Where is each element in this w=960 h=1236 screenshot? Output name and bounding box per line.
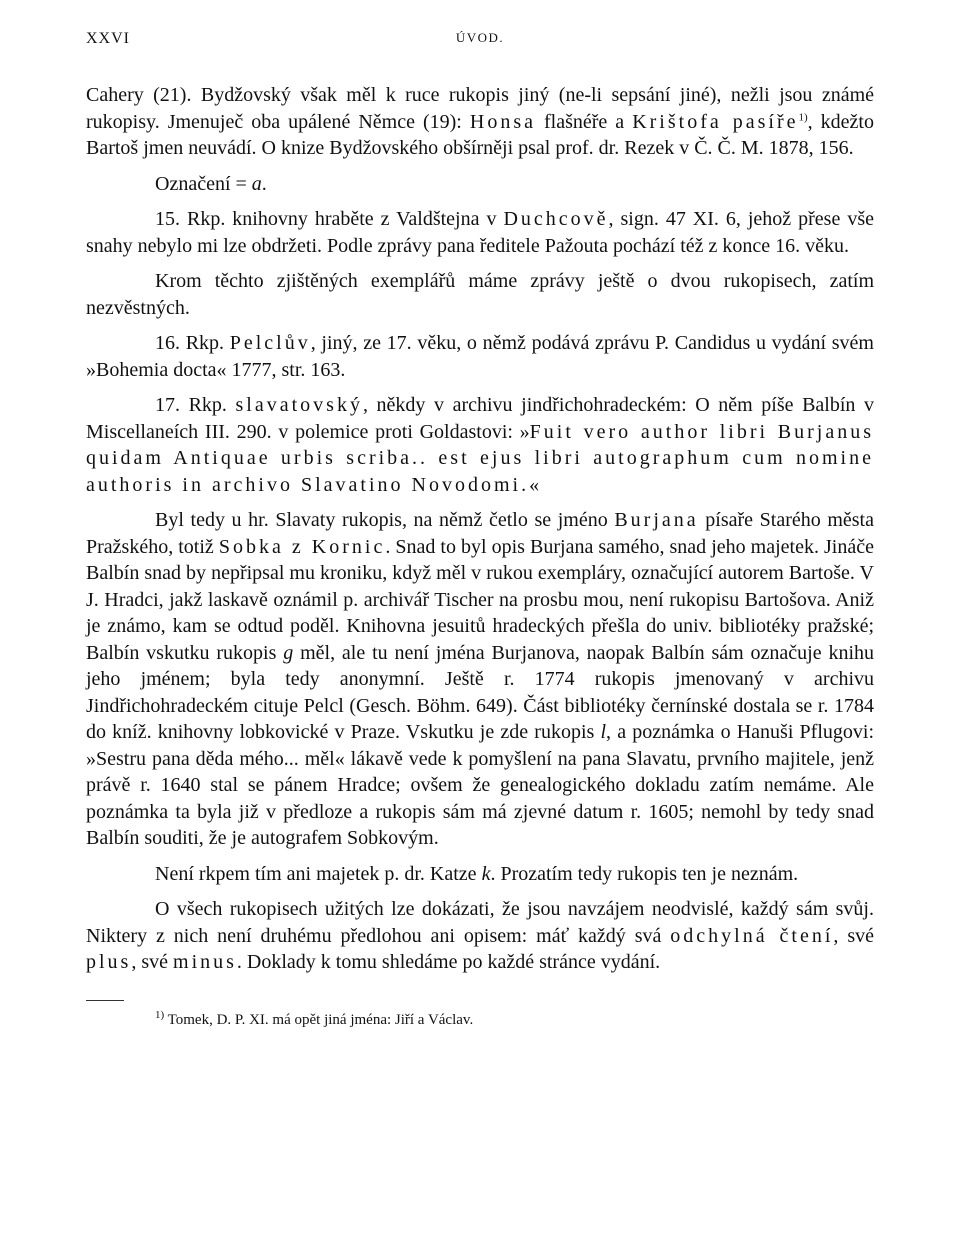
text-run: plus [86, 951, 132, 973]
text-run: 15. Rkp. knihovny hraběte z Valdštejna v [155, 208, 504, 230]
text-run: Byl tedy u hr. Slavaty rukopis, na němž četlo se jméno [155, 509, 615, 531]
text-run: Duchcově [503, 208, 609, 230]
text-run: , své [131, 951, 174, 973]
text-run: Není rkpem tím ani majetek p. dr. Katze [155, 862, 482, 885]
running-head [86, 30, 874, 60]
text-run: Krom těchto zjištěných exemplářů máme zprávy ještě o dvou rukopisech, zatím nezvěstných. [86, 270, 874, 319]
text-run: . Snad to byl opis Burjana samého, snad jeho majetek. Jináče Balbín snad by nepřipsal mu kroniku, když měl v rukou exempláry, označující autorem Bartoše. V J. Hradci, jakž laskavě oznámil p. archivář Tischer na prosbu mou, není rukopisu Bartošova. Aniž je známo, kam se odtud poděl. Knihovna jesuitů hradeckých přešla do univ. bibliotéky pražské; Balbín vskutku rukopis [86, 535, 874, 664]
text-run: , své [833, 924, 874, 947]
footnote-reference: 1) [798, 110, 808, 123]
text-run: « [529, 473, 540, 496]
paragraph [86, 507, 874, 852]
text-run: minus [173, 951, 237, 973]
text-run: odchylná čtení [670, 924, 834, 947]
text-run: O všech rukopisech užitých lze dokázati, že jsou navzájem neodvislé, každý sám svůj. Niktery z nich není druhému předlohou ani opisem: máť každý svá [86, 898, 874, 947]
text-run: Fuit vero author libri Burjanus quidam Antiquae urbis scriba.. est ejus libri autographum cum nomine authoris in archivo Slavatino Novodomi. [86, 420, 875, 496]
text-run: g [283, 641, 294, 664]
footnote-text: Tomek, D. P. XI. má opět jiná jména: Jiří a Václav. [164, 1011, 474, 1028]
text-run: slavatovský [235, 394, 363, 416]
text-run: , jiný, ze 17. věku, o němž podává zprávu P. Candidus u vydání svém »Bohemia docta« 1777, str. 163. [86, 332, 874, 381]
text-run: 16. Rkp. [155, 332, 230, 354]
text-run: a [251, 172, 262, 195]
text-run: Cahery (21). Bydžovský však měl k ruce rukopis jiný (ne-li sepsání jiné), nežli jsou známé rukopisy. Jmenuječ oba upálené Němce (19): [86, 84, 874, 133]
text-run: písaře Starého města Pražského, totiž [86, 509, 874, 558]
text-run: Sobka z Kornic [218, 535, 386, 558]
text-run: , a poznámka o Hanuši Pflugovi: »Sestru pana děda mého... měl« lákavě vede k pomyšlení na pana Slavatu, prvního majitele, jenž právě r. 1640 stal se pánem Hradce; ovšem že genealogického dokladu zatím nemáme. Ale poznámka ta byla již v předloze a rukopis sám má zjevné datum r. 1605; nemohl by tedy snad Balbín souditi, že je autografem Sobkovým. [86, 721, 874, 849]
page-number: XXVI [86, 30, 130, 47]
paragraph [86, 268, 874, 321]
paragraph [86, 330, 874, 383]
footnote-rule [86, 1000, 124, 1001]
text-run: l [600, 721, 607, 743]
text-run: 17. Rkp. [155, 394, 236, 416]
text-run: , někdy v archivu jindřichohradeckém: O něm píše Balbín v Miscellaneích III. 290. v polemice proti Goldastovi: » [86, 394, 874, 443]
text-run: . [261, 172, 267, 195]
text-run: Pelclův [229, 332, 311, 354]
text-run: , sign. 47 XI. 6, jehož přese vše snahy nebylo mi lze obdržeti. Podle zprávy pana ředitele Pažouta pochází též z konce 16. věku. [86, 208, 874, 257]
paragraph [86, 206, 874, 259]
text-run: měl, ale tu není jména Burjanova, naopak Balbín sám označuje knihu jeho jménem; byla tedy anonymní. Ještě r. 1774 rukopis jmenovaný v archivu Jindřichohradeckém cituje Pelcl (Gesch. Böhm. 649). Část bibliotéky černínské dostala se r. 1784 do kníž. knihovny lobkovické v Praze. Vskutku je zde rukopis [86, 641, 875, 743]
paragraph [86, 861, 874, 888]
text-run: . Doklady k tomu shledáme po každé stránce vydání. [236, 951, 661, 973]
text-run: Honsa [469, 110, 536, 133]
paragraph [86, 82, 874, 162]
body-text [86, 82, 874, 976]
paragraph [86, 171, 874, 198]
text-run: k [481, 862, 491, 885]
paragraph [86, 392, 874, 498]
footnote-mark: 1) [155, 1008, 165, 1021]
paragraph [86, 896, 874, 976]
text-run: Burjana [614, 509, 699, 531]
section-title: ÚVOD. [455, 30, 505, 45]
text-run: , kdežto Bartoš jmen neuvádí. O knize Bydžovského obšírněji psal prof. dr. Rezek v Č. Č. M. 1878, 156. [86, 110, 874, 159]
text-run: . Prozatím tedy rukopis ten je neznám. [490, 862, 799, 885]
footnote [86, 1010, 874, 1030]
text-run: flašnéře a [535, 110, 633, 133]
text-run: Krištofa pasíře [632, 110, 799, 133]
text-run: Označení = [155, 172, 252, 195]
